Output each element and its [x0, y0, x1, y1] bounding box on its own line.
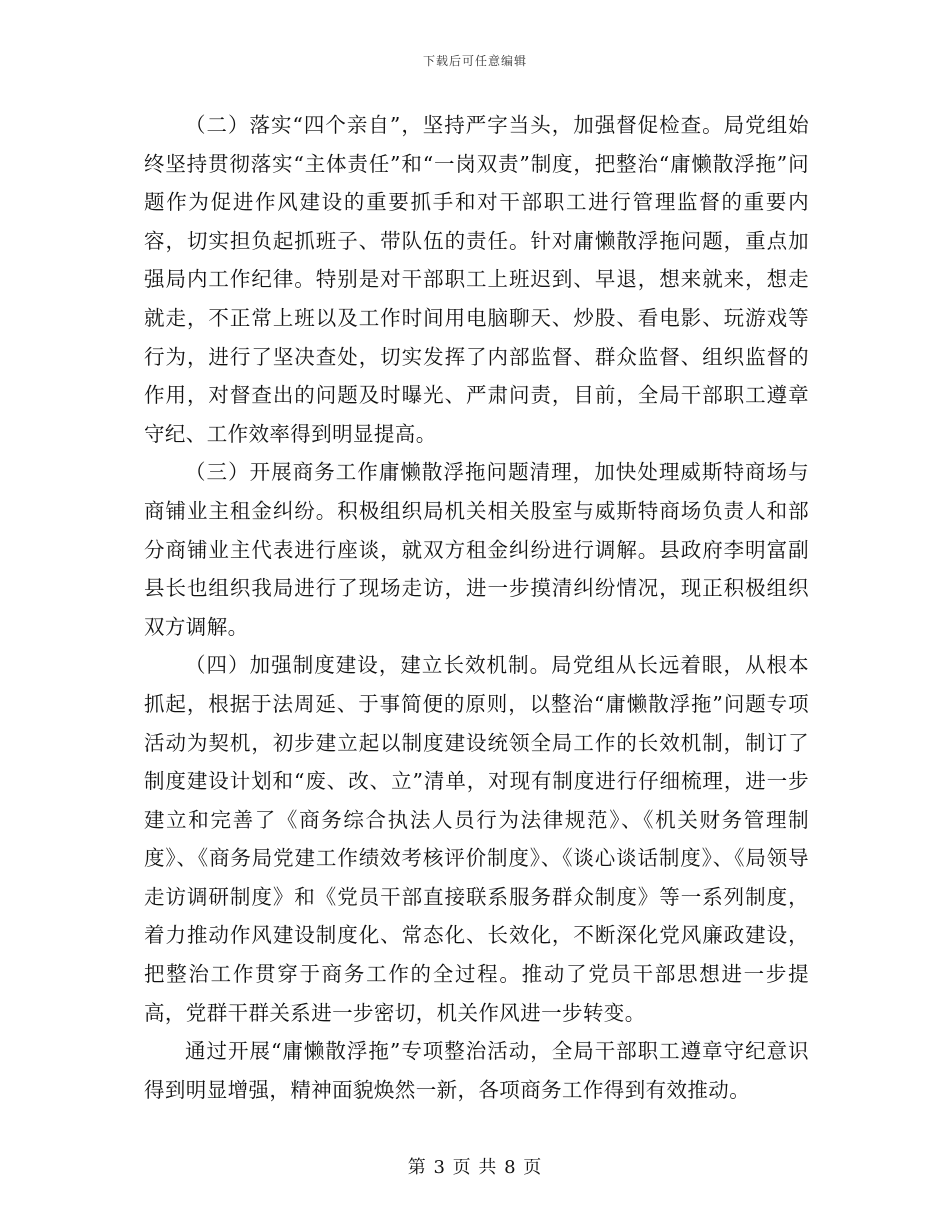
paragraph-conclusion: 通过开展“庸懒散浮拖”专项整治活动，全局干部职工遵章守纪意识得到明显增强，精神面貌焕然一新，各项商务工作得到有效推动。 — [144, 1039, 809, 1102]
paragraph-section-2: （二）落实“四个亲自”，坚持严字当头，加强督促检查。局党组始终坚持贯彻落实“主体责任”和“一岗双责”制度，把整治“庸懒散浮拖”问题作为促进作风建设的重要抓手和对干部职工进行管理监督的重要内容，切实担负起抓班子、带队伍的责任。针对庸懒散浮拖问题，重点加强局内工作纪律。特别是对干部职工上班迟到、早退，想来就来，想走就走，不正常上班以及工作时间用电脑聊天、炒股、看电影、玩游戏等行为，进行了坚决查处，切实发挥了内部监督、群众监督、组织监督的作用，对督查出的问题及时曝光、严肃问责，目前，全局干部职工遵章守纪、工作效率得到明显提高。 — [144, 113, 809, 446]
paragraph-section-4: （四）加强制度建设，建立长效机制。局党组从长远着眼，从根本抓起，根据于法周延、于事简便的原则，以整治“庸懒散浮拖”问题专项活动为契机，初步建立起以制度建设统领全局工作的长效机制，制订了制度建设计划和“废、改、立”清单，对现有制度进行仔细梳理，进一步建立和完善了《商务综合执法人员行为法律规范》、《机关财务管理制度》、《商务局党建工作绩效考核评价制度》、《谈心谈话制度》、《局领导走访调研制度》和《党员干部直接联系服务群众制度》等一系列制度，着力推动作风建设制度化、常态化、长效化，不断深化党风廉政建设，把整治工作贯穿于商务工作的全过程。推动了党员干部思想进一步提高，党群干群关系进一步密切，机关作风进一步转变。 — [144, 653, 809, 1025]
paragraph-section-3: （三）开展商务工作庸懒散浮拖问题清理，加快处理威斯特商场与商铺业主租金纠纷。积极组织局机关相关股室与威斯特商场负责人和部分商铺业主代表进行座谈，就双方租金纠纷进行调解。县政府李明富副县长也组织我局进行了现场走访，进一步摸清纠纷情况，现正积极组织双方调解。 — [144, 460, 809, 639]
document-body — [144, 106, 809, 1109]
page-header-note: 下载后可任意编辑 — [422, 54, 527, 68]
page-number-footer: 第 3 页 共 8 页 — [407, 1157, 543, 1178]
